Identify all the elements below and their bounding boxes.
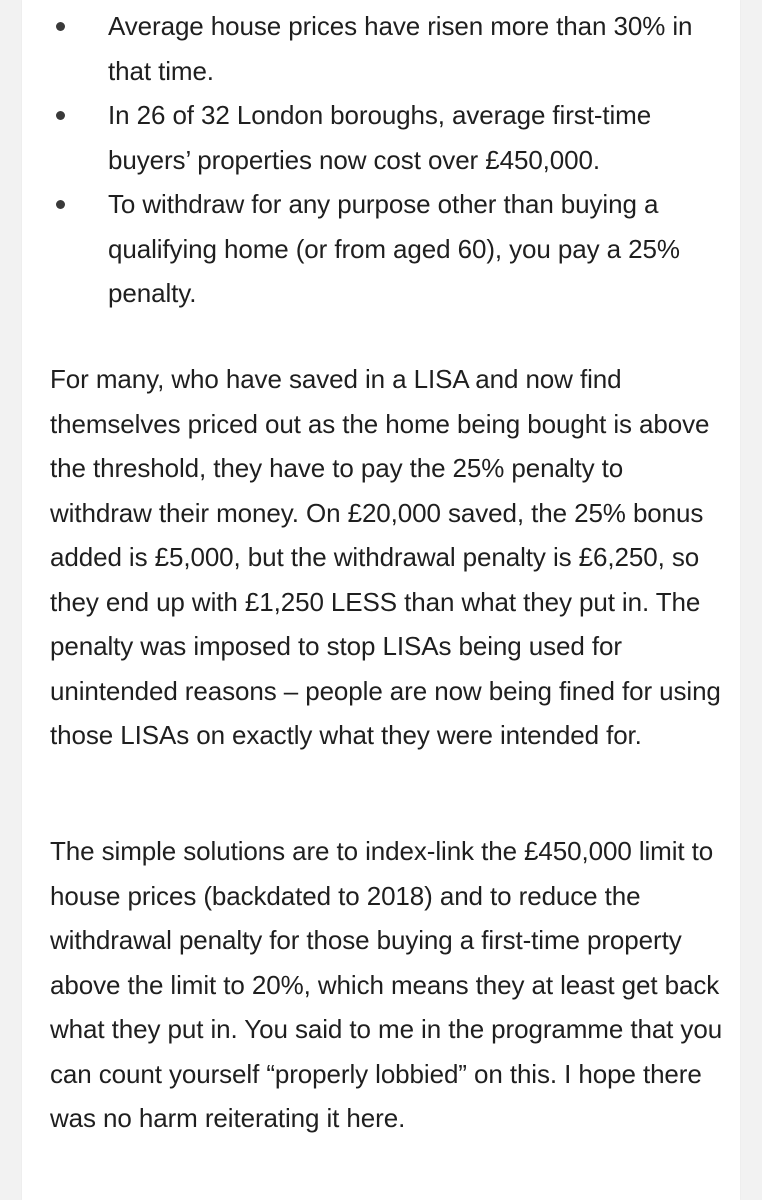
paragraph-solutions: The simple solutions are to index-link the £450,000 limit to house prices (backdated to 2018) and to reduce the withdrawal penalty for those buying a first-time property above the limit to 20%, which means they at least get back what they put in. You said to me in the programme that you can count yourself “properly lobbied” on this. I hope there was no harm reiterating it here. [50,836,723,1133]
bullet-dot-icon [56,22,65,31]
bullet-item [50,4,730,93]
bullet-text: To withdraw for any purpose other than buying a qualifying home (or from aged 60), you pay a 25% penalty. [108,189,680,308]
bullet-list [50,4,730,316]
bullet-dot-icon [56,111,65,120]
paragraph-lisa-penalty: For many, who have saved in a LISA and now find themselves priced out as the home being bought is above the threshold, they have to pay the 25% penalty to withdraw their money. On £20,000 saved, the 25% bonus added is £5,000, but the withdrawal penalty is £6,250, so they end up with £1,250 LESS than what they put in. The penalty was imposed to stop LISAs being used for unintended reasons – people are now being fined for using those LISAs on exactly what they were intended for. [50,364,721,750]
bullet-text: In 26 of 32 London boroughs, average first-time buyers’ properties now cost over £450,000. [108,100,652,175]
bullet-dot-icon [56,200,65,209]
bullet-text: Average house prices have risen more than 30% in that time. [108,11,693,86]
bullet-item [50,182,730,316]
document-page [22,0,740,1200]
bullet-item [50,93,730,182]
